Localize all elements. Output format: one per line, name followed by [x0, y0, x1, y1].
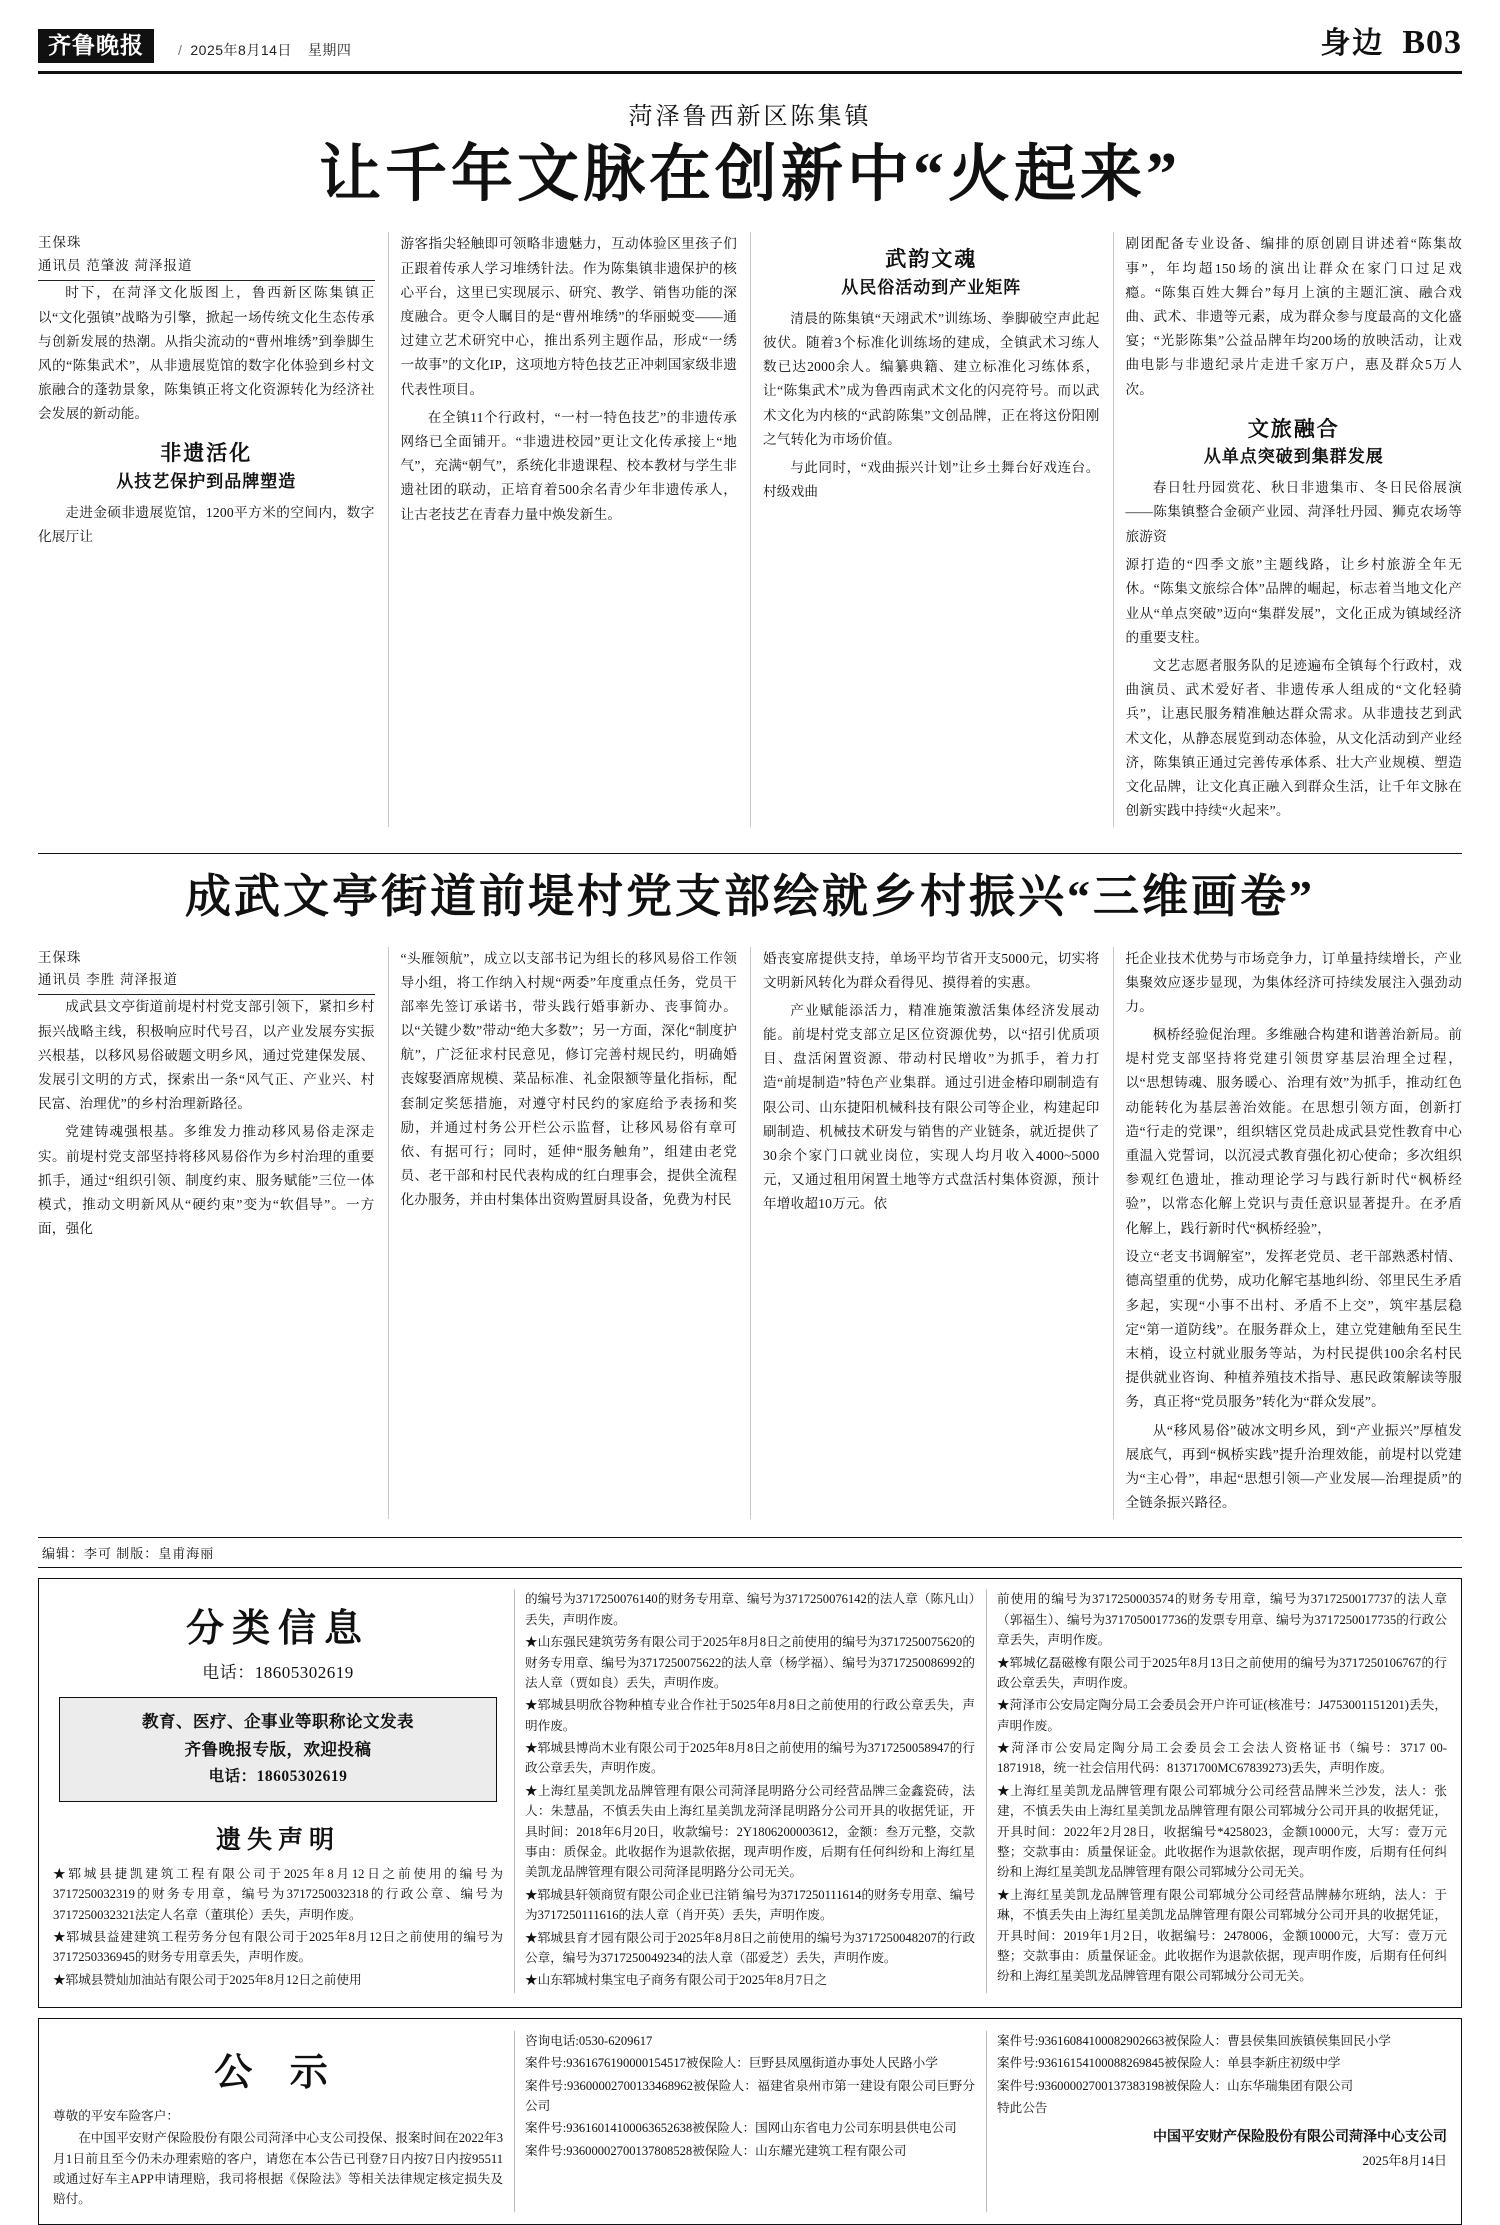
article-column-1 — [38, 232, 375, 553]
notice-case-item: 案件号:93616154100088269845被保险人：单县李新庄初级中学 — [997, 2056, 1341, 2071]
classified-section — [38, 1578, 1462, 2007]
paragraph: 文艺志愿者服务队的足迹遍布全镇每个行政村，戏曲演员、武术爱好者、非遗传承人组成的“文化轻骑兵”，让惠民服务精准触达群众需求。从非遗技艺到武术文化，从静态展览到动态体验，从文化活动到产业经济，陈集镇正通过完善传承体系、壮大产业规模、塑造文化品牌，让文化真正融入到群众生活，让千年文脉在创新实践中持续“火起来”。 — [1125, 657, 1462, 819]
article-main — [38, 74, 1462, 827]
classified-item: ★郓城县博尚木业有限公司于2025年8月8日之前使用的编号为3717250058947的行政公章丢失，声明作废。 — [525, 1741, 975, 1776]
paragraph: 婚丧宴席提供支持，单场平均节省开支5000元，切实将文明新风转化为群众看得见、摸得着的实惠。 — [763, 950, 1100, 990]
issue-date: 2025年8月14日 — [190, 42, 292, 58]
section-title: 身边 — [1320, 27, 1385, 60]
classified-item: ★郓城县育才园有限公司于2025年8月8日之前使用的编号为3717250048207的行政公章，编号为3717250049234的法人章（邵爱芝）丢失，声明作废。 — [525, 1930, 975, 1965]
article2-headline: 成武文亭街道前堤村党支部绘就乡村振兴“三维画卷” — [185, 871, 1315, 923]
classified-column-3 — [997, 1589, 1447, 1992]
notice-title: 公 示 — [214, 2051, 342, 2094]
article2-column-2 — [401, 947, 738, 1246]
masthead-date — [170, 40, 351, 63]
paragraph: 源打造的“四季文旅”主题线路，让乡村旅游全年无休。“陈集文旅综合体”品牌的崛起，标志着当地文化产业从“单点突破”迈向“集群发展”，文化正成为镇域经济的重要支柱。 — [1125, 557, 1462, 645]
newspaper-logo: 齐鲁晚报 — [38, 29, 154, 63]
classified-item: ★上海红星美凯龙品牌管理有限公司郓城分公司经营品牌赫尔班纳，法人：于琳，不慎丢失由上海红星美凯龙品牌管理有限公司郓城分公司开具的收据凭证，开具时间：2019年1月2日，收据编号：2478006，金额10000元，大写：壹万元整；交款事由：质量保证金。此收据作为退款依据，现声明作废，后期有任何纠纷和上海红星美凯龙品牌管理有限公司郓城分公司无关。 — [997, 1887, 1447, 1984]
article-kicker: 菏泽鲁西新区陈集镇 — [628, 104, 872, 130]
article2-column-4 — [1126, 947, 1463, 1246]
notice-column-1 — [53, 2031, 503, 2212]
classified-item: ★郓城县明欣谷物种植专业合作社于5025年8月8日之前使用的行政公章丢失，声明作废。 — [525, 1698, 975, 1733]
masthead-left — [38, 29, 351, 63]
paragraph: 设立“老支书调解室”，发挥老党员、老干部熟悉村情、德高望重的优势，成功化解宅基地纠纷、邻里民生矛盾多起，实现“小事不出村、矛盾不上交”，筑牢基层稳定“第一道防线”。在服务群众上，建立党建触角至民生末梢，设立村就业服务等站，为村民提供100余名村民提供就业咨询、种植养殖技术指导、惠民政策解读等服务，真正将“党员服务”转化为“群众发展”。 — [1125, 1249, 1462, 1410]
classified-item: ★菏泽市公安局定陶分局工会委员会开户许可证(核准号：J4753001151201)丢失，声明作废。 — [997, 1698, 1447, 1733]
article2-columns — [38, 947, 1462, 1246]
article2-column-3 — [763, 947, 1100, 1246]
paragraph: 剧团配备专业设备、编排的原创剧目讲述着“陈集故事”，年均超150场的演出让群众在家门口过足戏瘾。“陈集百姓大舞台”每月上演的主题汇演、融合戏曲、武术、非遗等元素，成为群众参与度最高的文化盛宴；“光影陈集”公益品牌年均200场的放映活动，让戏曲电影与非遗纪录片走进千家万户，惠及群众5万人次。 — [1125, 236, 1462, 397]
classified-ad-box[interactable] — [59, 1697, 497, 1801]
classified-item: ★山东强民建筑劳务有限公司于2025年8月8日之前使用的编号为3717250075620的财务专用章、编号为3717250075622的法人章（杨学福）、编号为3717250086992的法人章（贾如良）丢失，声明作废。 — [525, 1635, 975, 1690]
overflow2-spacer-2 — [401, 1245, 738, 1519]
lost-notice-title: 遗失声明 — [215, 1826, 340, 1854]
paragraph: 托企业技术优势与市场竞争力，订单量持续增长，产业集聚效应逐步显现，为集体经济可持续发展注入强劲动力。 — [1125, 950, 1462, 1014]
subhead-line-2: 从技艺保护到品牌塑造 — [116, 471, 297, 491]
notice-case-item: 案件号:93616014100063652638被保险人：国网山东省电力公司东明县供电公司 — [525, 2121, 957, 2136]
subhead-line-2: 从单点突破到集群发展 — [1203, 447, 1384, 467]
overflow-spacer-2 — [401, 553, 738, 827]
classified-column-1 — [53, 1589, 503, 1992]
page-number: B03 — [1402, 24, 1462, 61]
subhead-1 — [38, 440, 375, 492]
overflow-spacer-3 — [763, 553, 1100, 827]
article-column-4 — [1126, 232, 1463, 553]
subhead-line-2: 从民俗活动到产业矩阵 — [841, 277, 1022, 297]
classified-item: 前使用的编号为3717250003574的财务专用章，编号为3717250017737的法人章（郭福生）、编号为3717050017736的发票专用章、编号为3717250017735的行政公章丢失，声明作废。 — [997, 1592, 1447, 1648]
notice-case-item: 案件号:93616084100082902663被保险人：曹县侯集回族镇侯集回民小学 — [997, 2033, 1391, 2048]
paragraph: 从“移风易俗”破冰文明乡风，到“产业振兴”厚植发展底气，再到“枫桥实践”提升治理效能，前堤村以党建为“主心骨”，串起“思想引领—产业发展—治理提质”的全链条振兴路径。 — [1125, 1422, 1462, 1511]
article-secondary — [38, 853, 1462, 1519]
ad-line-2: 齐鲁晚报专版，欢迎投稿 — [184, 1740, 372, 1760]
classified-item: ★郓城县益建建筑工程劳务分包有限公司于2025年8月12日之前使用的编号为3717250336945的财务专用章丢失，声明作废。 — [53, 1929, 503, 1965]
paragraph: 在全镇11个行政村，“一村一特色技艺”的非遗传承网络已全面铺开。“非遗进校园”更让文化传承接上“地气”，充满“朝气”，系统化非遗课程、校本教材与学生非遗社团的联动，正培育着500余名青少年非遗传承人，让古老技艺在青春力量中焕发新生。 — [400, 409, 737, 522]
article-column-2 — [401, 232, 738, 553]
classified-item: ★郓城县捷凯建筑工程有限公司于2025年8月12日之前使用的编号为3717250032319的财务专用章，编号为3717250032318的行政公章、编号为3717250032321法定人名章（董琪伦）丢失，声明作废。 — [53, 1866, 503, 1922]
paragraph: 党建铸魂强根基。多维发力推动移风易俗走深走实。前堤村党支部坚持将移风易俗作为乡村治理的重要抓手，通过“组织引领、制度约束、服务赋能”三位一体模式，推动文明新风从“硬约束”变为“软倡导”。一方面，强化 — [38, 1124, 375, 1237]
paragraph: 游客指尖轻触即可领略非遗魅力，互动体验区里孩子们正跟着传承人学习堆绣针法。作为陈集镇非遗保护的核心平台，这里已实现展示、研究、教学、销售功能的深度融合。更令人瞩目的是“曹州堆绣”的华丽蜕变——通过建立艺术研究中心，推出系列主题作品，形成“一绣一故事”的文化IP，这项地方特色技艺正冲刺国家级非遗代表性项目。 — [400, 236, 737, 397]
notice-case-item: 特此公告 — [997, 2100, 1048, 2115]
subhead-3 — [1126, 416, 1463, 468]
notice-column-3 — [997, 2031, 1447, 2212]
classified-item: ★山东郓城村集宝电子商务有限公司于2025年8月7日之 — [525, 1973, 828, 1988]
byline — [38, 232, 375, 281]
article2-column-5 — [1126, 1245, 1463, 1519]
classified-item: 的编号为3717250076140的财务专用章、编号为3717250076142的法人章（陈凡山）丢失，声明作废。 — [525, 1592, 975, 1627]
paragraph: 枫桥经验促治理。多维融合构建和谐善治新局。前堤村党支部坚持将党建引领贯穿基层治理全过程，以“思想铸魂、服务暖心、治理有效”为抓手，推动红色动能转化为基层善治效能。在思想引领方面，创新打造“行走的党课”，组织辖区党员赴成武县党性教育中心重温入党誓词，以沉浸式教育强化初心使命；多次组织参观红色遗址，推动理论学习与践行新时代“枫桥经验”，以常态化解上党识与责任意识显著提升。在矛盾化解上，践行新时代“枫桥经验”， — [1125, 1027, 1462, 1236]
paragraph: “头雁领航”，成立以支部书记为组长的移风易俗工作领导小组，将工作纳入村规“两委”年度重点任务，党员干部率先签订承诺书，带头践行婚事新办、丧事简办。以“关键少数”带动“绝大多数”；另一方面，深化“制度护航”，广泛征求村民意见，修订完善村规民约，明确婚丧嫁娶酒席规模、菜品标准、礼金限额等量化指标，配套制定奖惩措施，对遵守村民约的家庭给予表扬和奖励，并通过村务公开栏公示监督，让移风易俗有章可依、有据可行；同时，延伸“服务触角”，组建由老党员、老干部和村民代表构成的红白理事会，提供全流程化办服务，并由村集体出资购置厨具设备，免费为村民 — [400, 950, 737, 1208]
notice-case-item: 案件号:93600002700137383198被保险人：山东华瑞集团有限公司 — [997, 2078, 1354, 2093]
byline-author: 王保珠 — [38, 949, 82, 965]
paragraph: 产业赋能添活力，精准施策激活集体经济发展动能。前堤村党支部立足区位资源优势，以“招引优质项目、盘活闲置资源、带动村民增收”为抓手，着力打造“前堤制造”特色产业集群。通过引进金椿印刷制造有限公司、山东捷阳机械科技有限公司等企业，构建起印刷制造、机械技术研发与销售的产业链条，就近提供了30余个家门口就业岗位，实现人均月收入4000~5000元，又通过租用闲置土地等方式盘活村集体资源，预计年增收超10万元。依 — [763, 1002, 1100, 1212]
article2-columns-overflow — [38, 1245, 1462, 1519]
classified-item: ★郓城县轩领商贸有限公司企业已注销 编号为3717250111614的财务专用章、编号为3717250111616的法人章（肖开英）丢失，声明作废。 — [525, 1887, 975, 1923]
byline-2 — [38, 947, 375, 996]
masthead — [38, 18, 1462, 74]
notice-case-item: 案件号:9361676190000154517被保险人：巨野县凤凰街道办事处人民路小学 — [525, 2056, 938, 2071]
byline-author: 王保珠 — [38, 235, 82, 251]
article-columns — [38, 232, 1462, 553]
paragraph: 与此同时，“戏曲振兴计划”让乡土舞台好戏连台。村级戏曲 — [763, 459, 1100, 500]
article2-column-1 — [38, 947, 375, 1246]
classified-item: ★上海红星美凯龙品牌管理有限公司菏泽昆明路分公司经营品牌三金鑫瓷砖，法人：朱慧晶，不慎丢失由上海红星美凯龙菏泽昆明路分公司开具的收据凭证，开具时间：2018年6月20日，收款编号：2Y1806200003612，金额：叁万元整，交款事由：质保金。此收据作为退款依据，现声明作废，后期有任何纠纷和上海红星美凯龙品牌管理有限公司菏泽昆明路分公司无关。 — [525, 1783, 975, 1880]
notice-body: 在中国平安财产保险股份有限公司菏泽中心支公司投保、报案时间在2022年3月1日前且至今仍未办理索赔的客户，请您在本公告已刊登7日内按7日内按95511或通过好车主APP申请理赔，我司将根据《保险法》等相关法律规定核定损失及赔付。 — [53, 2131, 503, 2207]
byline-credit: 通讯员 李胜 菏泽报道 — [38, 972, 179, 988]
subhead-line-1: 武韵文魂 — [885, 247, 978, 272]
paragraph: 清晨的陈集镇“天翊武术”训练场、拳脚破空声此起彼伏。随着3个标准化训练场的建成，全镇武术习练人数已达2000余人。编纂典籍、建立标准化习练体系，让“陈集武术”成为鲁西南武术文化的闪亮符号。而以武术文化为内核的“武韵陈集”文创品牌，正在将这份阳刚之气转化为市场价值。 — [763, 310, 1100, 447]
notice-date: 2025年8月14日 — [1362, 2153, 1447, 2169]
paragraph: 春日牡丹园赏花、秋日非遗集市、冬日民俗展演——陈集镇整合金硕产业园、菏泽牡丹园、狮克农场等旅游资 — [1125, 480, 1462, 544]
classified-item: ★菏泽市公安局定陶分局工会委员会工会法人资格证书（编号：3717 00-1871918，统一社会信用代码：81371700MC67839273)丢失，声明作废。 — [997, 1741, 1447, 1776]
overflow-spacer-1 — [38, 553, 375, 827]
notice-case-item: 案件号:93600002700133468962被保险人：福建省泉州市第一建设有限公司巨野分公司 — [525, 2078, 975, 2113]
ad-line-3: 电话：18605302619 — [208, 1768, 348, 1786]
editor-credit-line: 编辑：李可 制版：皇甫海丽 — [38, 1537, 1462, 1568]
article-headline: 让千年文脉在创新中“火起来” — [318, 141, 1181, 209]
notice-signature: 中国平安财产保险股份有限公司菏泽中心支公司 — [1153, 2130, 1447, 2146]
classified-item: ★郓城亿磊磁橡有限公司于2025年8月13日之前使用的编号为3717250106767的行政公章丢失，声明作废。 — [997, 1655, 1447, 1690]
subhead-line-1: 非遗活化 — [160, 441, 253, 466]
issue-weekday: 星期四 — [307, 42, 352, 58]
classified-phone: 电话：18605302619 — [202, 1663, 354, 1683]
notice-case-item: 案件号:93600002700137808528被保险人：山东耀光建筑工程有限公司 — [525, 2143, 907, 2158]
classified-title: 分类信息 — [185, 1608, 370, 1651]
classified-column-2 — [525, 1589, 975, 1992]
subhead-line-1: 文旅融合 — [1247, 416, 1340, 441]
date-separator: / — [178, 42, 183, 58]
classified-item: ★郓城县赞灿加油站有限公司于2025年8月12日之前使用 — [53, 1972, 362, 1987]
notice-column-2 — [525, 2031, 975, 2212]
notice-hotline: 咨询电话:0530-6209617 — [525, 2033, 653, 2048]
article-column-3 — [763, 232, 1100, 553]
masthead-right — [1320, 18, 1462, 63]
paragraph: 走进金硕非遗展览馆，1200平方米的空间内，数字化展厅让 — [38, 504, 375, 545]
public-notice-section — [38, 2018, 1462, 2225]
paragraph: 成武县文亭街道前堤村村党支部引领下，紧扣乡村振兴战略主线，积极响应时代号召，以产业发展夯实振兴根基，以移风易俗破题文明乡风，通过党建保发展、发展引文明的方式，探索出一条“风气正、产业兴、村民富、治理优”的乡村治理新路径。 — [38, 999, 375, 1112]
classified-item: ★上海红星美凯龙品牌管理有限公司郓城分公司经营品牌米兰沙发，法人：张建，不慎丢失由上海红星美凯龙品牌管理有限公司郓城分公司开具的收据凭证，开具时间：2022年2月28日，收据编号*4258023，金额10000元，大写：壹万元整；交款事由：质量保证金。此收据作为退款依据，现声明作废，后期有任何纠纷和上海红星美凯龙品牌管理有限公司郓城分公司无关。 — [997, 1783, 1447, 1880]
overflow2-spacer-1 — [38, 1245, 375, 1519]
ad-line-1: 教育、医疗、企事业等职称论文发表 — [142, 1712, 414, 1732]
paragraph: 时下，在菏泽文化版图上，鲁西新区陈集镇正以“文化强镇”战略为引擎，掀起一场传统文化生态传承与创新发展的热潮。从指尖流动的“曹州堆绣”到拳脚生风的“陈集武术”，从非遗展览馆的数字化体验到乡村文旅融合的蓬勃景象，陈集镇正将文化资源转化为经济社会发展的新动能。 — [38, 285, 375, 422]
article-columns-overflow — [38, 553, 1462, 827]
article-column-5 — [1126, 553, 1463, 827]
byline-credit: 通讯员 范肇波 菏泽报道 — [38, 258, 193, 274]
notice-salutation: 尊敬的平安车险客户： — [53, 2108, 179, 2123]
overflow2-spacer-3 — [763, 1245, 1100, 1519]
subhead-2 — [763, 246, 1100, 298]
